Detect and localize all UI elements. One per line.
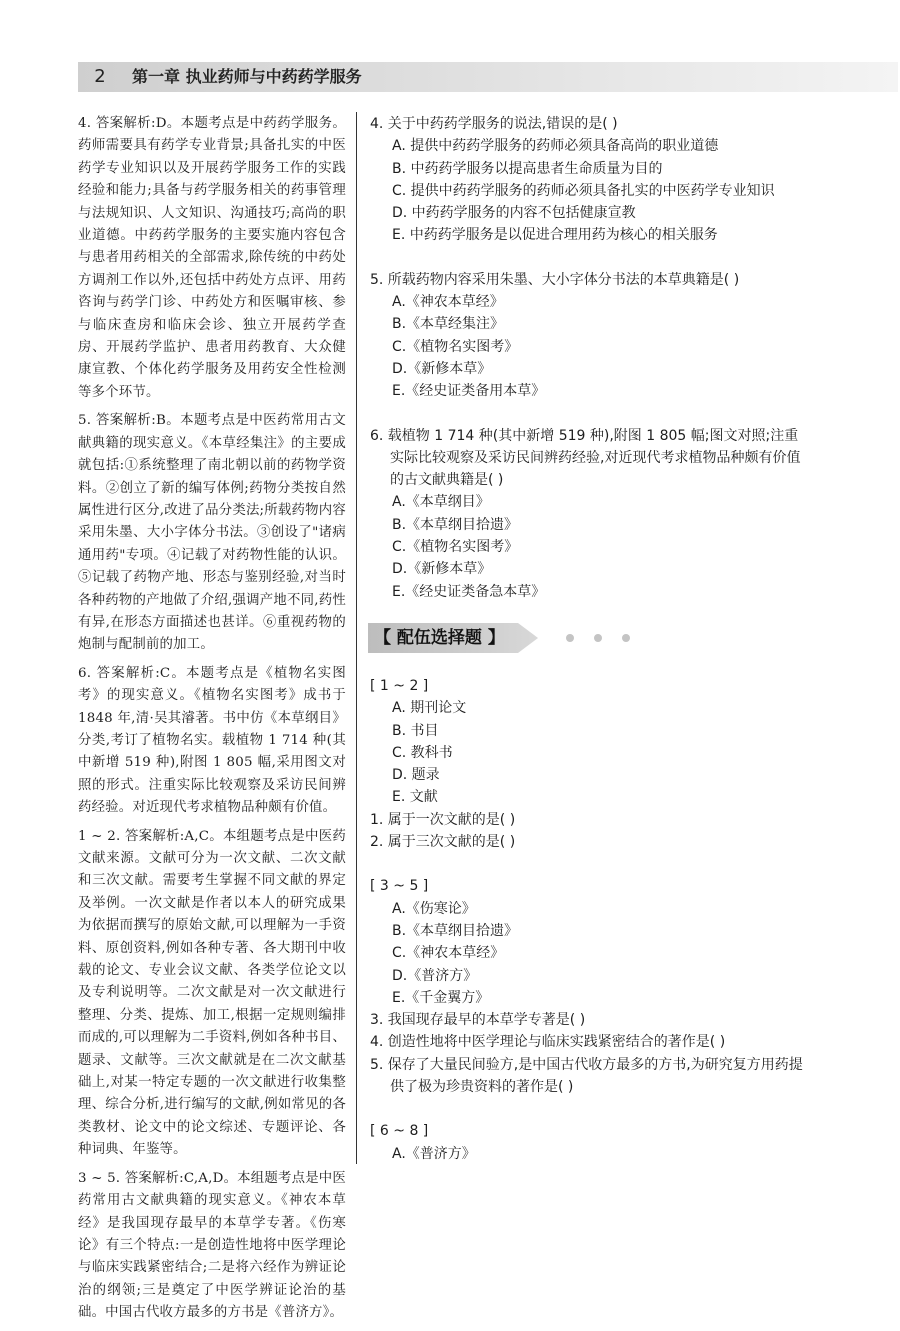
option: B. 中药药学服务以提高患者生命质量为目的 <box>392 160 663 177</box>
option: D. 中药药学服务的内容不包括健康宣教 <box>392 205 636 222</box>
group-range: [ 6 ~ 8 ] <box>370 1123 429 1140</box>
option: E.《经史证类备用本草》 <box>392 383 546 400</box>
question-block <box>370 269 810 403</box>
option: E.《经史证类备急本草》 <box>392 583 546 600</box>
option: D.《新修本草》 <box>392 561 492 578</box>
column-divider <box>356 112 357 1164</box>
option: D. 题录 <box>392 767 440 784</box>
option: B.《本草经集注》 <box>392 316 505 333</box>
option: B. 书目 <box>392 722 439 739</box>
option: C. 教科书 <box>392 744 453 761</box>
question-stem: 5. 所载药物内容采用朱墨、大小字体分书法的本草典籍是( ) <box>370 271 740 288</box>
sub-question: 4. 创造性地将中医学理论与临床实践紧密结合的著作是( ) <box>370 1034 726 1051</box>
option: E. 文献 <box>392 789 438 806</box>
option: A. 提供中药药学服务的药师必须具备高尚的职业道德 <box>392 138 719 155</box>
question-stem: 6. 载植物 1 714 种(其中新增 519 种),附图 1 805 幅;图文对照;注重实际比较观察及采访民间辨药经验,对近现代考求植物品种颇有价值的古文献典籍是( ) <box>370 427 801 489</box>
question-block <box>370 425 810 603</box>
chapter-title: 第一章 执业药师与中药药学服务 <box>132 67 362 86</box>
option: C.《神农本草经》 <box>392 945 505 962</box>
group-range: [ 1 ~ 2 ] <box>370 677 429 694</box>
option: D.《普济方》 <box>392 967 478 984</box>
option: C. 提供中药药学服务的药师必须具备扎实的中医药学专业知识 <box>392 182 775 199</box>
option: A. 期刊论文 <box>392 700 467 717</box>
matching-group <box>370 675 810 853</box>
question-block <box>370 113 810 247</box>
section-title: 【 配伍选择题 】 <box>374 627 505 648</box>
option: C.《植物名实图考》 <box>392 338 519 355</box>
answer-paragraph: 5. 答案解析:B。本题考点是中医药常用古文献典籍的现实意义。《本草经集注》的主要成就包括:①系统整理了南北朝以前的药物学资料。②创立了新的编写体例;药物分类按自然属性进行区分,改进了品分类法;所载药物内容采用朱墨、大小字体分书法。③创设了"诸病通用药"专项。④记载了对药物性能的认识。⑤记载了药物产地、形态与鉴别经验,对当时各种药物的产地做了介绍,强调产地不同,药性有异,在形态方面描述也甚详。⑥重视药物的炮制与配制前的加工。 <box>78 413 346 653</box>
option: A.《普济方》 <box>392 1145 476 1162</box>
matching-group <box>370 875 810 1098</box>
option: A.《神农本草经》 <box>392 294 504 311</box>
sub-question: 3. 我国现存最早的本草学专著是( ) <box>370 1012 586 1029</box>
matching-group <box>370 1120 810 1165</box>
option: D.《新修本草》 <box>392 360 492 377</box>
option: E. 中药药学服务是以促进合理用药为核心的相关服务 <box>392 227 718 244</box>
sub-question: 1. 属于一次文献的是( ) <box>370 811 516 828</box>
decorative-dot <box>566 634 574 642</box>
section-header <box>368 621 810 661</box>
answer-paragraph: 4. 答案解析:D。本题考点是中药药学服务。药师需要具有药学专业背景;具备扎实的中医药学专业知识以及开展药学服务工作的实践经验和能力;具备与药学服务相关的药事管理与法规知识、人文知识、沟通技巧;高尚的职业道德。中药药学服务的主要实施内容包含与患者用药相关的全部需求,除传统的中药处方调剂工作以外,还包括中药处方点评、用药咨询与药学门诊、中药处方和医嘱审核、参与临床查房和临床会诊、独立开展药学查房、开展药学监护、患者用药教育、大众健康宣教、个体化药学服务及用药安全性检测等多个环节。 <box>78 116 346 400</box>
option: E.《千金翼方》 <box>392 989 490 1006</box>
decorative-dot <box>622 634 630 642</box>
group-range: [ 3 ~ 5 ] <box>370 878 429 895</box>
question-stem: 4. 关于中药药学服务的说法,错误的是( ) <box>370 116 618 132</box>
answer-explanations <box>78 113 346 1331</box>
sub-question: 2. 属于三次文献的是( ) <box>370 834 516 851</box>
decorative-dot <box>594 634 602 642</box>
questions-column <box>370 113 810 1165</box>
page-header <box>78 62 898 92</box>
answer-paragraph: 3 ~ 5. 答案解析:C,A,D。本组题考点是中医药常用古文献典籍的现实意义。《神农本草经》是我国现存最早的本草学专著。《伤寒论》有三个特点:一是创造性地将中医学理论与临床实践紧密结合;二是将六经作为辨证论治的纲领;三是奠定了中医学辨证论治的基础。中国古代收方最多的方书是《普济方》。 <box>78 1170 346 1321</box>
option: C.《植物名实图考》 <box>392 539 519 556</box>
option: B.《本草纲目拾遗》 <box>392 922 519 939</box>
answer-paragraph: 1 ~ 2. 答案解析:A,C。本组题考点是中医药文献来源。文献可分为一次文献、二次文献和三次文献。需要考生掌握不同文献的界定及举例。一次文献是作者以本人的研究成果为依据而撰写的原始文献,可以理解为一手资料、原创资料,例如各种专著、各大期刊中收载的论文、专业会议文献、各类学位论文以及专利说明等。二次文献是对一次文献进行整理、分类、提炼、加工,根据一定规则编排而成的,可以理解为二手资料,例如各种书目、题录、文献等。三次文献就是在二次文献基础上,对某一特定专题的一次文献进行收集整理、综合分析,进行编写的文献,例如常见的各类教材、论文中的论文综述、专题评论、各种词典、年鉴等。 <box>78 828 346 1158</box>
sub-question: 5. 保存了大量民间验方,是中国古代收方最多的方书,为研究复方用药提供了极为珍贵资料的著作是( ) <box>370 1056 803 1095</box>
page-number: 2 <box>94 66 106 87</box>
option: A.《本草纲目》 <box>392 494 490 511</box>
option: B.《本草纲目拾遗》 <box>392 516 519 533</box>
option: A.《伤寒论》 <box>392 900 476 917</box>
answer-paragraph: 6. 答案解析:C。本题考点是《植物名实图考》的现实意义。《植物名实图考》成书于 1848 年,清·吴其濬著。书中仿《本草纲目》分类,考订了植物名实。载植物 1 714 种(其中新增 519 种),附图 1 805 幅,采用图文对照的形式。注重实际比较观察及采访民间辨药经验。对近现代考求植物品种颇有价值。 <box>78 665 346 816</box>
